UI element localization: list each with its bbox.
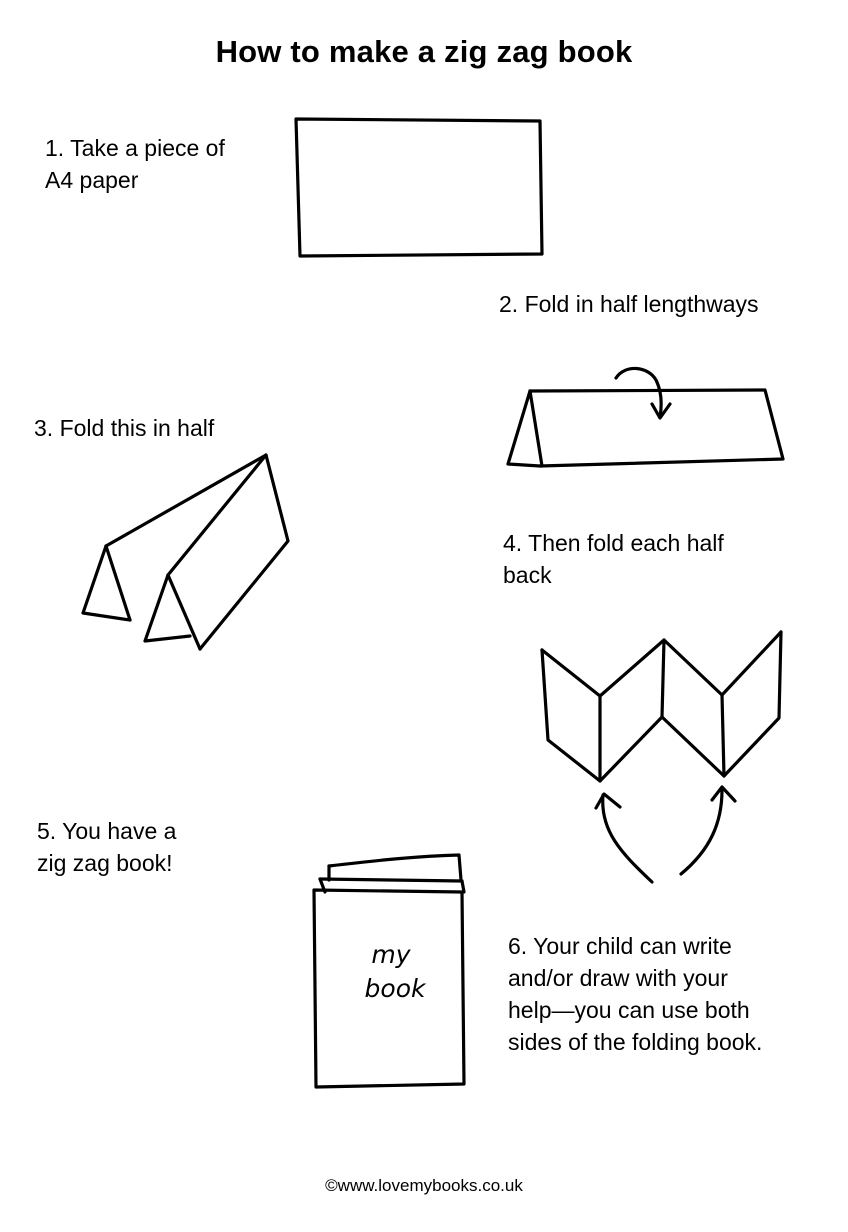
step-3-line-1: 3. Fold this in half: [34, 415, 215, 441]
zigzag-folds-drawing: [542, 632, 781, 882]
folded-in-half-drawing: [83, 455, 288, 649]
step-6-line-4: sides of the folding book.: [508, 1029, 763, 1055]
step-5-line-2: zig zag book!: [37, 850, 173, 876]
step-6-line-1: 6. Your child can write: [508, 933, 732, 959]
folded-lengthways-drawing: [508, 368, 783, 466]
step-2-line-1: 2. Fold in half lengthways: [499, 291, 759, 317]
step-1-line-2: A4 paper: [45, 167, 139, 193]
step-4-line-1: 4. Then fold each half: [503, 530, 724, 556]
book-cover-line-2: book: [364, 974, 426, 1003]
book-cover-label: [340, 938, 450, 1006]
page-title: How to make a zig zag book: [215, 34, 633, 69]
step-5-line-1: 5. You have a: [37, 818, 177, 844]
step-4-line-2: back: [503, 562, 552, 588]
footer-copyright: ©www.lovemybooks.co.uk: [325, 1176, 523, 1195]
step-1-line-1: 1. Take a piece of: [45, 135, 225, 161]
step-6-line-2: and/or draw with your: [508, 965, 728, 991]
book-cover-line-1: my: [371, 940, 411, 969]
a4-paper-drawing: [296, 119, 542, 256]
step-6-line-3: help—you can use both: [508, 997, 750, 1023]
